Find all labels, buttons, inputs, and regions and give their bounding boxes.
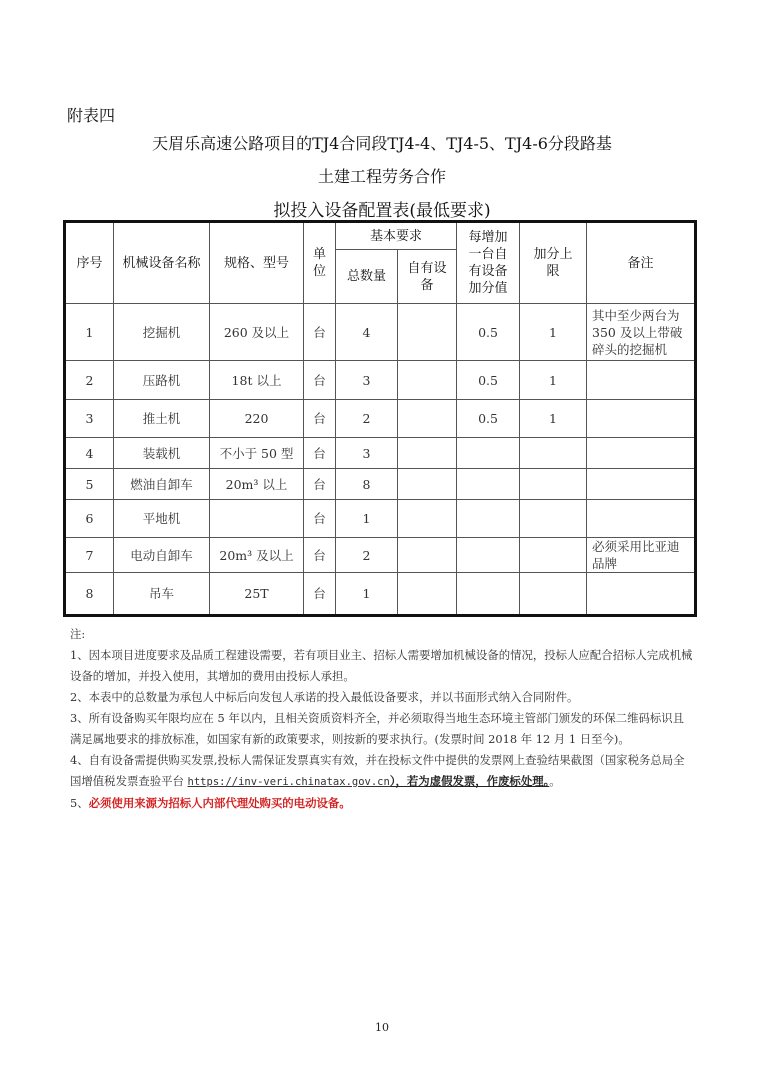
table-row xyxy=(65,304,696,361)
cell-name: 平地机 xyxy=(114,500,210,538)
cell-remark: 其中至少两台为350 及以上带破碎头的挖掘机 xyxy=(587,304,696,361)
cell-seq: 3 xyxy=(65,400,114,438)
cell-own xyxy=(398,573,457,616)
table-row xyxy=(65,573,696,616)
table-row xyxy=(65,469,696,500)
cell-name: 装载机 xyxy=(114,438,210,469)
header-own-equipment xyxy=(398,250,457,304)
cell-unit: 台 xyxy=(304,361,336,400)
cell-cap: 1 xyxy=(520,361,587,400)
cell-unit: 台 xyxy=(304,500,336,538)
cell-own xyxy=(398,438,457,469)
cell-unit: 台 xyxy=(304,304,336,361)
header-bonus-per-unit-text: 每增加一台自有设备加分值 xyxy=(468,230,508,296)
header-bonus-cap-text: 加分上限 xyxy=(533,247,573,279)
cell-cap xyxy=(520,573,587,616)
equipment-table xyxy=(63,220,697,617)
cell-total: 2 xyxy=(336,538,398,573)
cell-cap: 1 xyxy=(520,304,587,361)
cell-cap xyxy=(520,438,587,469)
cell-name: 燃油自卸车 xyxy=(114,469,210,500)
cell-spec: 20m³ 以上 xyxy=(210,469,304,500)
cell-total: 3 xyxy=(336,438,398,469)
cell-unit: 台 xyxy=(304,438,336,469)
cell-own xyxy=(398,400,457,438)
cell-unit: 台 xyxy=(304,400,336,438)
cell-cap: 1 xyxy=(520,400,587,438)
cell-name: 电动自卸车 xyxy=(114,538,210,573)
cell-spec: 20m³ 及以上 xyxy=(210,538,304,573)
cell-seq: 6 xyxy=(65,500,114,538)
cell-name: 推土机 xyxy=(114,400,210,438)
table-row xyxy=(65,538,696,573)
header-unit-text: 单位 xyxy=(312,247,326,279)
cell-spec: 18t 以上 xyxy=(210,361,304,400)
cell-remark xyxy=(587,438,696,469)
cell-bonus xyxy=(457,438,520,469)
header-remark: 备注 xyxy=(587,222,696,304)
cell-cap xyxy=(520,469,587,500)
cell-own xyxy=(398,500,457,538)
note-4-end: 。 xyxy=(549,774,561,788)
cell-spec: 260 及以上 xyxy=(210,304,304,361)
cell-own xyxy=(398,469,457,500)
notes-section xyxy=(70,624,695,814)
table-row xyxy=(65,500,696,538)
equipment-table-body xyxy=(65,304,696,616)
cell-bonus: 0.5 xyxy=(457,361,520,400)
cell-remark xyxy=(587,500,696,538)
note-5 xyxy=(70,793,695,814)
note-1: 1、因本项目进度要求及品质工程建设需要，若有项目业主、招标人需要增加机械设备的情况，投标人应配合招标人完成机械设备的增加，并投入使用，其增加的费用由投标人承担。 xyxy=(70,648,693,683)
cell-bonus xyxy=(457,573,520,616)
cell-total: 2 xyxy=(336,400,398,438)
cell-seq: 7 xyxy=(65,538,114,573)
document-title-line-1: 天眉乐高速公路项目的TJ4合同段TJ4-4、TJ4-5、TJ4-6分段路基 xyxy=(152,134,612,153)
cell-bonus: 0.5 xyxy=(457,400,520,438)
annex-label: 附表四 xyxy=(67,106,116,125)
cell-cap xyxy=(520,538,587,573)
cell-name: 压路机 xyxy=(114,361,210,400)
cell-remark xyxy=(587,469,696,500)
note-4 xyxy=(70,750,695,793)
cell-bonus xyxy=(457,500,520,538)
table-row xyxy=(65,438,696,469)
note-4-text: 4、自有设备需提供购买发票,投标人需保证发票真实有效，并在投标文件中提供的发票网上查验结果截图（国家税务总局全国增值税发票查验平台 xyxy=(70,753,685,788)
cell-seq: 2 xyxy=(65,361,114,400)
cell-total: 1 xyxy=(336,500,398,538)
header-name: 机械设备名称 xyxy=(114,222,210,304)
cell-spec: 220 xyxy=(210,400,304,438)
cell-spec xyxy=(210,500,304,538)
note-5-number: 5、 xyxy=(70,796,89,810)
note-2: 2、本表中的总数量为承包人中标后向发包人承诺的投入最低设备要求，并以书面形式纳入合同附件。 xyxy=(70,690,579,704)
cell-own xyxy=(398,304,457,361)
header-bonus-per-unit xyxy=(457,222,520,304)
cell-remark xyxy=(587,361,696,400)
header-unit xyxy=(304,222,336,304)
header-bonus-cap xyxy=(520,222,587,304)
cell-spec: 不小于 50 型 xyxy=(210,438,304,469)
cell-total: 4 xyxy=(336,304,398,361)
cell-remark xyxy=(587,400,696,438)
cell-remark: 必须采用比亚迪品牌 xyxy=(587,538,696,573)
cell-name: 吊车 xyxy=(114,573,210,616)
cell-total: 3 xyxy=(336,361,398,400)
cell-cap xyxy=(520,500,587,538)
cell-seq: 8 xyxy=(65,573,114,616)
cell-seq: 5 xyxy=(65,469,114,500)
header-total-qty: 总数量 xyxy=(336,250,398,304)
cell-own xyxy=(398,538,457,573)
note-5-warning: 必须使用来源为招标人内部代理处购买的电动设备。 xyxy=(88,796,351,810)
header-spec: 规格、型号 xyxy=(210,222,304,304)
cell-name: 挖掘机 xyxy=(114,304,210,361)
cell-bonus xyxy=(457,538,520,573)
cell-own xyxy=(398,361,457,400)
cell-unit: 台 xyxy=(304,469,336,500)
cell-bonus xyxy=(457,469,520,500)
page-number: 10 xyxy=(375,1021,389,1034)
header-basic-requirement: 基本要求 xyxy=(336,222,457,250)
document-title-line-2: 土建工程劳务合作 xyxy=(317,167,446,186)
verification-url-link[interactable]: https://inv-veri.chinatax.gov.cn xyxy=(187,776,390,788)
table-row xyxy=(65,400,696,438)
table-title: 拟投入设备配置表(最低要求) xyxy=(273,201,491,221)
cell-seq: 1 xyxy=(65,304,114,361)
table-row xyxy=(65,361,696,400)
cell-total: 1 xyxy=(336,573,398,616)
header-seq: 序号 xyxy=(65,222,114,304)
notes-heading: 注: xyxy=(70,627,86,641)
header-own-equipment-text: 自有设备 xyxy=(407,260,447,293)
note-3: 3、所有设备购买年限均应在 5 年以内，且相关资质资料齐全，并必须取得当地生态环境主管部门颁发的环保二维码标识且满足属地要求的排放标准，如国家有新的政策要求，则按新的要求执行。(发票时间 2018 年 12 月 1 日至今)。 xyxy=(70,711,685,746)
cell-bonus: 0.5 xyxy=(457,304,520,361)
cell-seq: 4 xyxy=(65,438,114,469)
cell-remark xyxy=(587,573,696,616)
cell-unit: 台 xyxy=(304,538,336,573)
note-4-warning: ），若为虚假发票，作废标处理。 xyxy=(389,774,550,788)
cell-unit: 台 xyxy=(304,573,336,616)
cell-total: 8 xyxy=(336,469,398,500)
cell-spec: 25T xyxy=(210,573,304,616)
